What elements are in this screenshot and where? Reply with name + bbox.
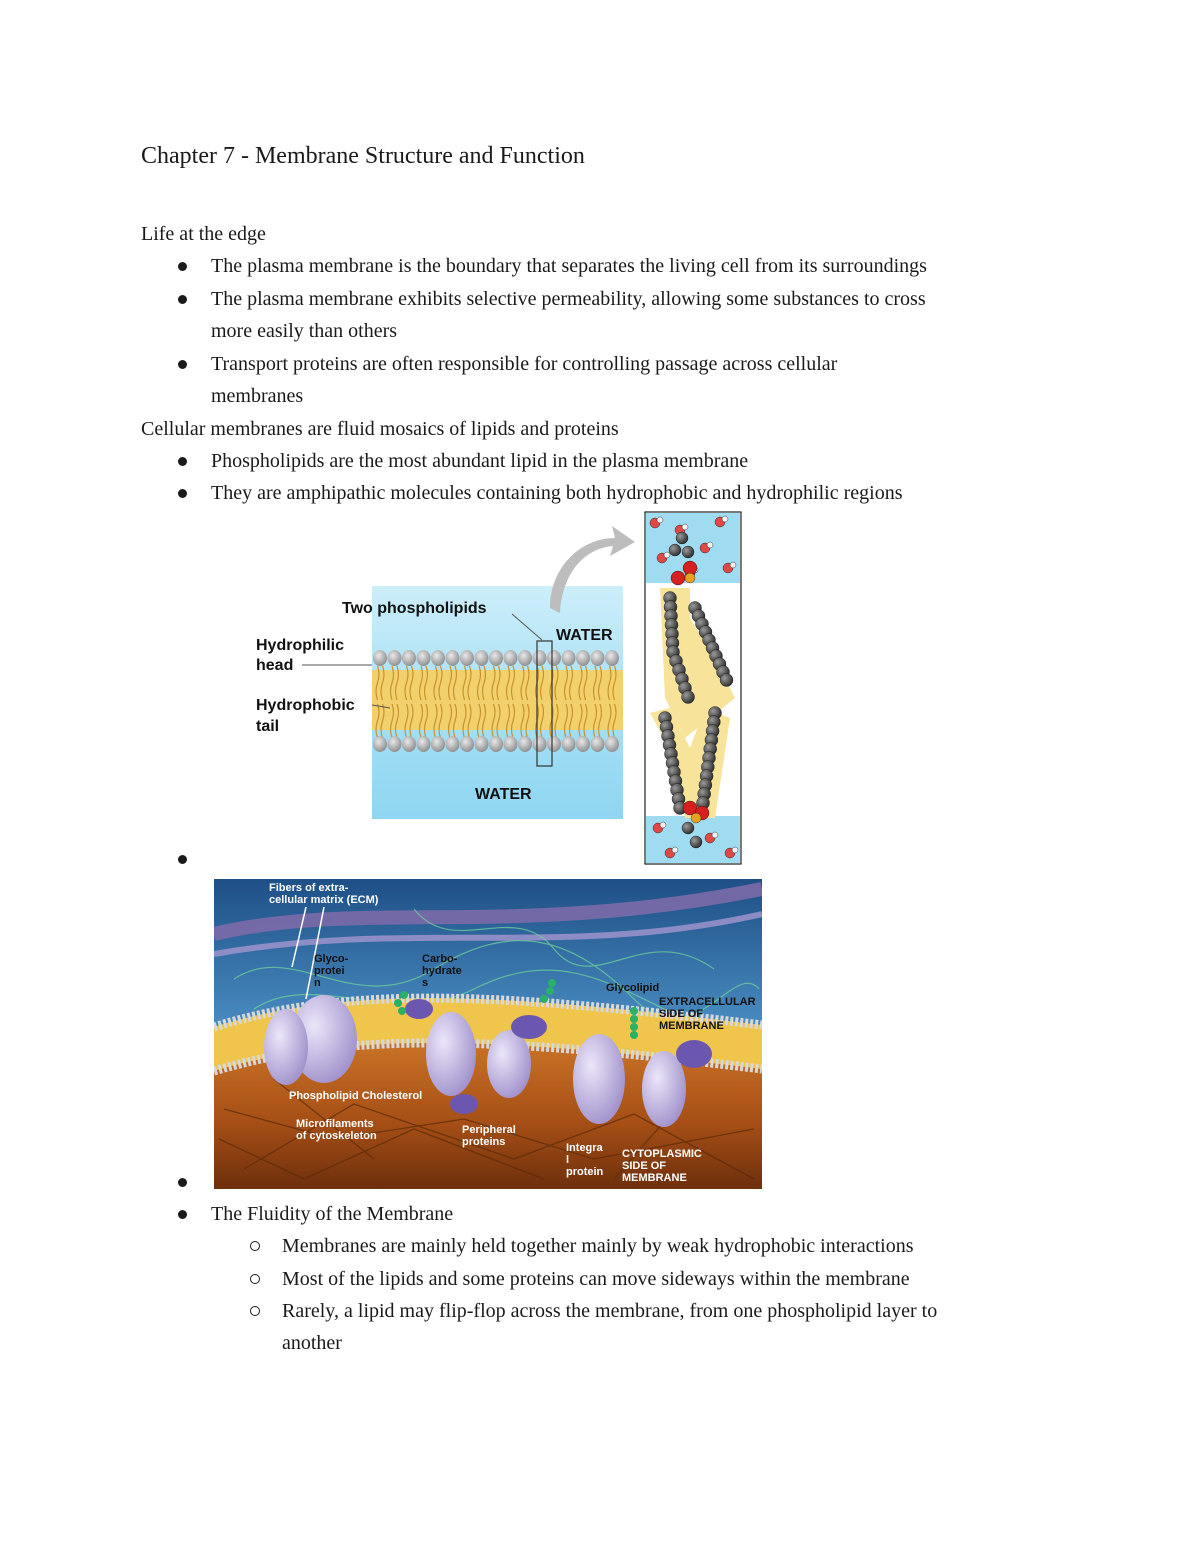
label-hydrophobic: Hydrophobic — [256, 697, 355, 714]
phospholipid-head — [489, 736, 503, 752]
label-ecm: Fibers of extra- — [269, 882, 349, 894]
phospholipid-head — [591, 650, 605, 666]
label-extracellular: SIDE OF — [659, 1008, 704, 1020]
label-cytoplasmic: CYTOPLASMIC — [622, 1148, 702, 1160]
label-microfilaments: Microfilaments — [296, 1118, 374, 1130]
label-glycoprotein: protei — [314, 965, 345, 977]
phospholipid-head — [475, 650, 489, 666]
phospholipid-head — [489, 650, 503, 666]
label-microfilaments: of cytoskeleton — [296, 1130, 377, 1142]
section-heading-fluid-mosaic: Cellular membranes are fluid mosaics of lipids and proteins — [141, 418, 619, 440]
label-head: head — [256, 657, 294, 674]
bullet-icon — [178, 855, 187, 864]
water-hydrogen-atom — [664, 552, 670, 558]
phospholipid-head — [388, 736, 402, 752]
phospholipid-head — [417, 650, 431, 666]
phospholipid-head — [533, 650, 547, 666]
label-integral-protein: Integra — [566, 1142, 603, 1154]
phospholipid-head — [373, 736, 387, 752]
water-hydrogen-atom — [732, 847, 738, 853]
phospholipid-head — [504, 650, 518, 666]
carbon-atom — [669, 544, 681, 556]
list-item: The plasma membrane exhibits selective permeability, allowing some substances to cross — [211, 288, 926, 310]
phospholipid-head — [547, 650, 561, 666]
label-carbohydrates: hydrate — [422, 965, 462, 977]
bullet-icon — [178, 1210, 187, 1219]
list-item: They are amphipathic molecules containing both hydrophobic and hydrophilic regions — [211, 482, 903, 504]
phospholipid-head — [562, 736, 576, 752]
sub-list-item: Membranes are mainly held together mainly by weak hydrophobic interactions — [282, 1235, 914, 1257]
phospholipid-head — [504, 736, 518, 752]
list-item: Phospholipids are the most abundant lipid in the plasma membrane — [211, 450, 749, 472]
label-cytoplasmic: SIDE OF — [622, 1160, 667, 1172]
carbon-atom — [676, 532, 688, 544]
phospholipid-head — [576, 736, 590, 752]
phospholipid-head — [460, 736, 474, 752]
label-integral-protein: l — [566, 1154, 570, 1166]
label-peripheral-proteins: Peripheral — [462, 1124, 516, 1136]
label-ecm: cellular matrix (ECM) — [269, 894, 379, 906]
label-water-top: WATER — [556, 627, 613, 644]
label-two-phospholipids: Two phospholipids — [342, 600, 487, 617]
carbon-atom — [682, 546, 694, 558]
peripheral-protein — [450, 1094, 478, 1114]
bullet-icon — [178, 457, 187, 466]
phospholipid-bilayer-figure — [250, 508, 750, 868]
label-peripheral-proteins: proteins — [462, 1136, 506, 1148]
label-carbohydrates: Carbo- — [422, 953, 458, 965]
carbon-atom — [720, 674, 733, 687]
phosphorus-atom — [691, 813, 701, 823]
phospholipid-head — [562, 650, 576, 666]
phospholipid-head — [547, 736, 561, 752]
label-glycoprotein: n — [314, 977, 321, 989]
phosphorus-atom — [685, 573, 695, 583]
label-carbohydrates: s — [422, 977, 429, 989]
peripheral-protein — [511, 1015, 547, 1039]
label-glycoprotein: Glyco- — [314, 953, 349, 965]
integral-protein — [573, 1034, 625, 1124]
phospholipid-head — [518, 650, 532, 666]
sub-list-item-continuation: another — [282, 1332, 342, 1354]
bullet-icon — [178, 360, 187, 369]
phospholipid-head — [446, 736, 460, 752]
water-hydrogen-atom — [672, 847, 678, 853]
list-item: Transport proteins are often responsible for controlling passage across cellular — [211, 353, 838, 375]
label-hydrophilic: Hydrophilic — [256, 637, 345, 654]
sub-bullet-icon — [250, 1241, 260, 1251]
label-glycolipid: Glycolipid — [606, 982, 660, 994]
list-item-continuation: membranes — [211, 385, 304, 407]
bullet-icon — [178, 489, 187, 498]
page-title: Chapter 7 - Membrane Structure and Function — [141, 143, 585, 169]
water-hydrogen-atom — [712, 832, 718, 838]
label-extracellular: EXTRACELLULAR — [659, 996, 756, 1008]
list-item: The plasma membrane is the boundary that separates the living cell from its surroundings — [211, 255, 927, 277]
phospholipid-head — [373, 650, 387, 666]
sub-list-item: Most of the lipids and some proteins can move sideways within the membrane — [282, 1268, 910, 1290]
water-hydrogen-atom — [707, 542, 713, 548]
integral-protein — [426, 1012, 476, 1096]
bullet-icon — [178, 1178, 187, 1187]
water-hydrogen-atom — [657, 517, 663, 523]
phospholipid-head — [460, 650, 474, 666]
label-water-bottom: WATER — [475, 786, 532, 803]
carbon-atom — [682, 691, 695, 704]
fluid-mosaic-figure — [214, 879, 762, 1189]
integral-protein — [487, 1030, 531, 1098]
water-hydrogen-atom — [730, 562, 736, 568]
water-hydrogen-atom — [722, 516, 728, 522]
carbon-atom — [690, 836, 702, 848]
phospholipid-head — [431, 650, 445, 666]
list-item: The Fluidity of the Membrane — [211, 1203, 454, 1225]
phospholipid-head — [576, 650, 590, 666]
phospholipid-head — [402, 736, 416, 752]
carbon-atom — [682, 822, 694, 834]
phospholipid-head — [518, 736, 532, 752]
phospholipid-head — [605, 650, 619, 666]
sub-bullet-icon — [250, 1306, 260, 1316]
label-extracellular: MEMBRANE — [659, 1020, 724, 1032]
bullet-icon — [178, 295, 187, 304]
peripheral-protein — [405, 999, 433, 1019]
sub-list-item: Rarely, a lipid may flip-flop across the membrane, from one phospholipid layer to — [282, 1300, 938, 1322]
sub-bullet-icon — [250, 1274, 260, 1284]
peripheral-protein — [676, 1040, 712, 1068]
phospholipid-head — [605, 736, 619, 752]
phospholipid-head — [591, 736, 605, 752]
phospholipid-head — [475, 736, 489, 752]
integral-protein — [642, 1051, 686, 1127]
bullet-icon — [178, 262, 187, 271]
water-hydrogen-atom — [682, 524, 688, 530]
phospholipid-head — [446, 650, 460, 666]
oxygen-atom — [671, 571, 685, 585]
phospholipid-head — [431, 736, 445, 752]
label-phospholipid-cholesterol: Phospholipid Cholesterol — [289, 1090, 423, 1102]
label-tail: tail — [256, 718, 280, 735]
label-integral-protein: protein — [566, 1166, 604, 1178]
phospholipid-head — [417, 736, 431, 752]
section-heading-life-at-the-edge: Life at the edge — [141, 223, 266, 245]
glycoprotein — [264, 1009, 308, 1085]
phospholipid-head — [402, 650, 416, 666]
phospholipid-head — [533, 736, 547, 752]
label-cytoplasmic: MEMBRANE — [622, 1172, 687, 1184]
list-item-continuation: more easily than others — [211, 320, 398, 342]
water-hydrogen-atom — [660, 822, 666, 828]
phospholipid-head — [388, 650, 402, 666]
